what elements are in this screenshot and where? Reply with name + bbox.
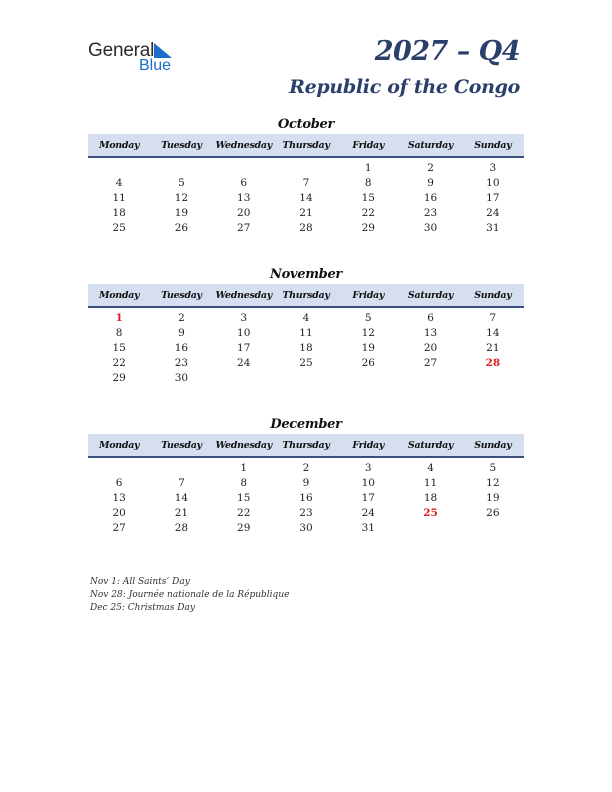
weekday-header: Saturday — [399, 284, 461, 307]
day-cell: 10 — [361, 476, 375, 489]
calendar-body — [88, 457, 524, 535]
day-cell: 27 — [237, 221, 251, 234]
day-cell: 20 — [237, 206, 251, 219]
day-cell: 7 — [489, 311, 497, 324]
day-cell: 12 — [174, 191, 189, 204]
empty-day-cell — [399, 370, 461, 385]
holiday-note: Nov 1: All Saints’ Day — [90, 577, 190, 587]
day-cell: 18 — [299, 341, 313, 354]
day-cell: 30 — [299, 521, 313, 534]
day-cell: 24 — [486, 206, 500, 219]
month-title: November — [270, 267, 342, 282]
weekday-header: Monday — [88, 284, 150, 307]
empty-day-cell — [213, 370, 275, 385]
day-cell: 27 — [112, 521, 126, 534]
day-cell: 26 — [361, 356, 375, 369]
day-cell: 24 — [361, 506, 375, 519]
weekday-header: Tuesday — [150, 134, 212, 157]
day-cell: 31 — [486, 221, 500, 234]
empty-day-cell — [88, 157, 150, 175]
day-cell: 25 — [299, 356, 313, 369]
day-cell: 15 — [112, 341, 126, 354]
day-cell: 21 — [299, 206, 313, 219]
day-cell: 4 — [427, 461, 434, 474]
empty-day-cell — [150, 457, 212, 475]
day-cell: 5 — [489, 461, 497, 474]
day-cell: 15 — [361, 191, 375, 204]
empty-day-cell — [88, 457, 150, 475]
day-cell: 23 — [299, 506, 313, 519]
day-cell: 11 — [299, 326, 313, 339]
day-cell: 2 — [427, 161, 434, 174]
week-row — [88, 370, 524, 385]
day-cell: 19 — [361, 341, 375, 354]
day-cell: 3 — [364, 461, 372, 474]
month-title: October — [277, 117, 335, 132]
day-cell: 16 — [299, 491, 313, 504]
day-cell: 23 — [174, 356, 189, 369]
weekday-header: Tuesday — [150, 284, 212, 307]
day-cell: 27 — [423, 356, 438, 369]
week-row — [88, 490, 524, 505]
empty-day-cell — [275, 370, 337, 385]
day-cell: 15 — [237, 491, 251, 504]
weekday-header-row — [88, 434, 524, 457]
weekday-header: Thursday — [275, 134, 337, 157]
day-cell: 8 — [240, 476, 248, 489]
week-row — [88, 505, 524, 520]
calendar-body — [88, 307, 524, 385]
day-cell: 16 — [174, 341, 189, 354]
logo-word-general: General — [88, 40, 155, 61]
day-cell: 31 — [361, 521, 375, 534]
day-cell: 29 — [361, 221, 375, 234]
weekday-header: Friday — [337, 284, 399, 307]
day-cell: 2 — [302, 461, 310, 474]
day-cell: 6 — [115, 476, 123, 489]
day-cell: 29 — [112, 371, 126, 384]
weekday-header: Tuesday — [150, 434, 212, 457]
weekday-header: Friday — [337, 434, 399, 457]
day-cell: 1 — [364, 161, 372, 174]
weekday-header-row — [88, 284, 524, 307]
logo-word-blue: Blue — [139, 57, 172, 74]
day-cell: 22 — [237, 506, 251, 519]
day-cell: 17 — [237, 341, 251, 354]
day-cell: 26 — [486, 506, 500, 519]
day-cell: 8 — [115, 326, 123, 339]
day-cell: 5 — [364, 311, 372, 324]
day-cell: 1 — [240, 461, 248, 474]
week-row — [88, 307, 524, 325]
day-cell: 28 — [299, 221, 313, 234]
day-cell: 18 — [423, 491, 438, 504]
day-cell: 19 — [174, 206, 189, 219]
weekday-header: Sunday — [462, 434, 524, 457]
weekday-header: Sunday — [462, 284, 524, 307]
month-december — [88, 416, 524, 535]
holiday-notes — [90, 576, 289, 615]
calendar-body — [88, 157, 524, 235]
day-cell: 13 — [112, 491, 126, 504]
day-cell: 17 — [486, 191, 500, 204]
empty-day-cell — [337, 370, 399, 385]
day-cell: 23 — [423, 206, 438, 219]
weekday-header: Monday — [88, 134, 150, 157]
month-title: December — [270, 417, 342, 432]
empty-day-cell — [399, 520, 461, 535]
day-cell: 10 — [486, 176, 500, 189]
weekday-header: Wednesday — [213, 284, 275, 307]
day-cell: 21 — [174, 506, 189, 519]
day-cell: 30 — [174, 371, 189, 384]
weekday-header: Friday — [337, 134, 399, 157]
week-row — [88, 355, 524, 370]
week-row — [88, 220, 524, 235]
week-row — [88, 175, 524, 190]
calendar-table — [88, 134, 524, 235]
day-cell: 13 — [423, 326, 438, 339]
empty-day-cell — [462, 370, 524, 385]
week-row — [88, 520, 524, 535]
empty-day-cell — [462, 520, 524, 535]
day-cell: 10 — [237, 326, 251, 339]
day-cell: 9 — [302, 476, 310, 489]
weekday-header: Wednesday — [213, 134, 275, 157]
week-row — [88, 157, 524, 175]
weekday-header: Wednesday — [213, 434, 275, 457]
week-row — [88, 457, 524, 475]
day-cell: 28 — [174, 521, 189, 534]
holiday-note: Nov 28: Journée nationale de la République — [90, 590, 290, 600]
day-cell: 17 — [361, 491, 375, 504]
day-cell: 14 — [486, 326, 500, 339]
day-cell: 26 — [174, 221, 189, 234]
day-cell: 20 — [112, 506, 126, 519]
empty-day-cell — [213, 157, 275, 175]
day-cell: 12 — [361, 326, 375, 339]
day-cell: 9 — [178, 326, 185, 339]
week-row — [88, 190, 524, 205]
weekday-header: Sunday — [462, 134, 524, 157]
day-cell: 9 — [427, 176, 434, 189]
day-cell: 11 — [112, 191, 126, 204]
day-cell: 1 — [115, 311, 123, 324]
day-cell: 24 — [237, 356, 251, 369]
holiday-note: Dec 25: Christmas Day — [90, 603, 195, 613]
day-cell: 6 — [240, 176, 248, 189]
day-cell: 8 — [364, 176, 372, 189]
day-cell: 14 — [299, 191, 313, 204]
logo — [88, 40, 188, 80]
day-cell: 13 — [237, 191, 251, 204]
day-cell: 3 — [240, 311, 248, 324]
day-cell: 28 — [485, 356, 501, 369]
month-november — [88, 266, 524, 385]
day-cell: 20 — [423, 341, 438, 354]
day-cell: 7 — [302, 176, 310, 189]
day-cell: 22 — [361, 206, 375, 219]
day-cell: 4 — [115, 176, 123, 189]
month-october — [88, 116, 524, 235]
day-cell: 12 — [486, 476, 500, 489]
page-subtitle: Republic of the Congo — [289, 76, 520, 98]
week-row — [88, 340, 524, 355]
week-row — [88, 205, 524, 220]
day-cell: 29 — [237, 521, 251, 534]
day-cell: 25 — [423, 506, 438, 519]
weekday-header: Saturday — [399, 134, 461, 157]
day-cell: 11 — [423, 476, 438, 489]
page-title: 2027 – Q4 — [374, 36, 520, 67]
empty-day-cell — [275, 157, 337, 175]
day-cell: 7 — [178, 476, 185, 489]
day-cell: 30 — [423, 221, 438, 234]
day-cell: 22 — [112, 356, 126, 369]
day-cell: 18 — [112, 206, 126, 219]
day-cell: 3 — [489, 161, 497, 174]
calendar-table — [88, 284, 524, 385]
weekday-header: Thursday — [275, 434, 337, 457]
weekday-header-row — [88, 134, 524, 157]
day-cell: 4 — [302, 311, 310, 324]
day-cell: 6 — [427, 311, 434, 324]
day-cell: 14 — [174, 491, 189, 504]
weekday-header: Monday — [88, 434, 150, 457]
calendar-table — [88, 434, 524, 535]
day-cell: 19 — [486, 491, 500, 504]
day-cell: 2 — [178, 311, 185, 324]
day-cell: 16 — [423, 191, 438, 204]
week-row — [88, 325, 524, 340]
day-cell: 21 — [486, 341, 500, 354]
weekday-header: Saturday — [399, 434, 461, 457]
day-cell: 5 — [178, 176, 185, 189]
empty-day-cell — [150, 157, 212, 175]
weekday-header: Thursday — [275, 284, 337, 307]
day-cell: 25 — [112, 221, 126, 234]
week-row — [88, 475, 524, 490]
